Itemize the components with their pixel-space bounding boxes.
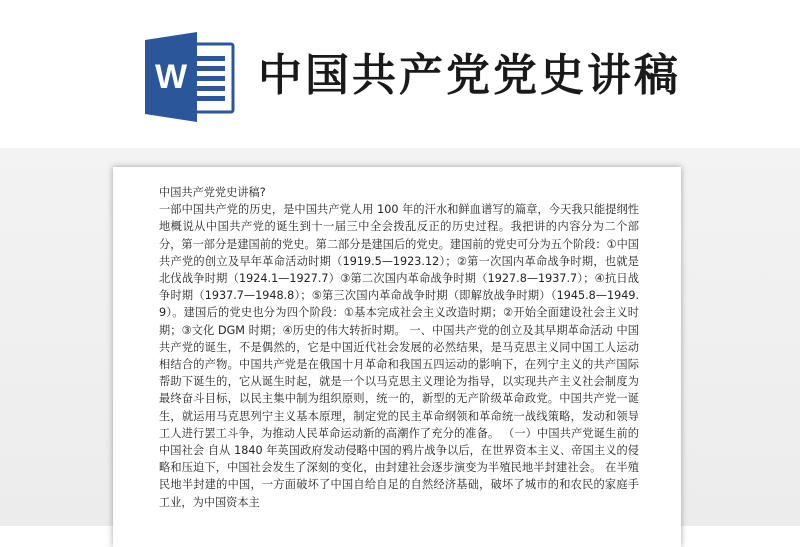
document-page: [113, 167, 681, 547]
word-document-icon: [143, 30, 235, 124]
document-heading: 中国共产党党史讲稿?: [159, 186, 266, 199]
document-paragraph: 一部中国共产党的历史，是中国共产党人用 100 年的汗水和鲜血谱写的篇章，今天我只能提纲性地概说从中国共产党的诞生到十一届三中全会拨乱反正的历史过程。我把讲的内容分为二个部分，第一部分是建国前的党史。第二部分是建国后的党史。建国前的党史可分为五个阶段：①中国共产党的创立及早年革命活动时期（1919.5—1923.12）；②第一次国内革命战争时期，也就是北伐战争时期（1924.1—1927.7）③第二次国内革命战争时期（1927.8—1937.7）；④抗日战争时期（1937.7—1948.8）；⑤第三次国内革命战争时期（即解放战争时期）（1945.8—1949.9）。建国后的党史也分为四个阶段：①基本完成社会主义改造时期；②开始全面建设社会主义时期；③文化 DGM 时期；④历史的伟大转折时期。 一、中国共产党的创立及其早期革命活动 中国共产党的诞生，不是偶然的，它是中国近代社会发展的必然结果，是马克思主义同中国工人运动相结合的产物。中国共产党是在俄国十月革命和我国五四运动的影响下，在列宁主义的共产国际帮助下诞生的，它从诞生时起，就是一个以马克思主义理论为指导，以实现共产主义社会制度为最终奋斗目标，以民主集中制为组织原则，统一的，新型的无产阶级革命政党。中国共产党一诞生，就运用马克思列宁主义基本原理，制定党的民主革命纲领和革命统一战线策略，发动和领导工人进行罢工斗争，为推动人民革命运动新的高潮作了充分的准备。 （一）中国共产党诞生前的中国社会 自从 1840 年英国政府发动侵略中国的鸦片战争以后，在世界资本主义、帝国主义的侵略和压迫下，中国社会发生了深刻的变化，由封建社会逐步演变为半殖民地半封建社会。 在半殖民地半封建的中国，一方面破坏了中国自给自足的自然经济基础，破坏了城市的和农民的家庭手工业，为中国资本主: [159, 203, 639, 509]
word-icon-letter: W: [154, 58, 188, 96]
document-title: 中国共产党党史讲稿: [258, 50, 681, 101]
document-body: [159, 184, 639, 511]
header-band: [0, 0, 800, 160]
